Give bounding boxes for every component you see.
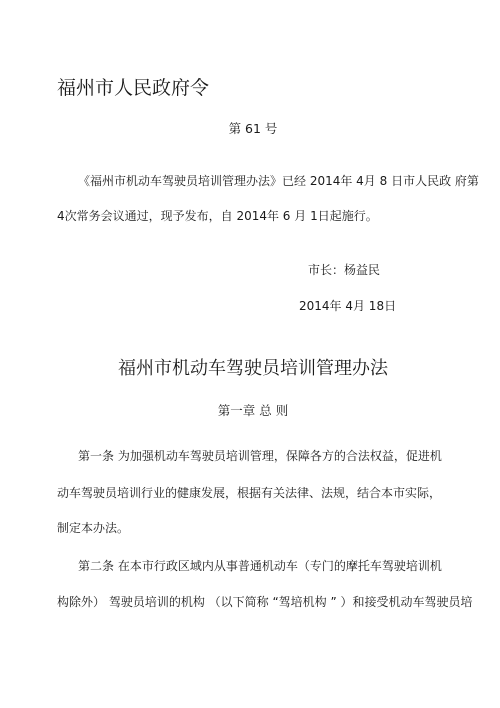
article-line: 制定本办法。: [57, 521, 130, 535]
article-line: 第一条 为加强机动车驾驶员培训管理，保障各方的合法权益，促进机: [78, 449, 442, 463]
article-line: 构除外） 驾驶员培训的机构 （以下简称 “驾培机构 ” ）和接受机动车驾驶员培: [57, 595, 473, 609]
order-title: 福州市人民政府令: [57, 77, 210, 99]
article-line: 动车驾驶员培训行业的健康发展，根据有关法律、法规，结合本市实际，: [57, 486, 442, 500]
signature-date: 2014年 4月 18日: [299, 299, 397, 313]
announcement-line: 《福州市机动车驾驶员培训管理办法》已经 2014年 4月 8 日市人民政 府第: [78, 174, 479, 188]
article-line: 第二条 在本市行政区域内从事普通机动车（专门的摩托车驾驶培训机: [78, 559, 442, 573]
chapter-heading: 第一章 总 则: [217, 403, 289, 418]
regulation-title: 福州市机动车驾驶员培训管理办法: [118, 358, 388, 379]
order-number: 第 61 号: [228, 121, 278, 136]
mayor-signature: 市长：杨益民: [308, 263, 381, 277]
announcement-line: 4次常务会议通过，现予发布，自 2014年 6 月 1日起施行。: [57, 209, 378, 223]
